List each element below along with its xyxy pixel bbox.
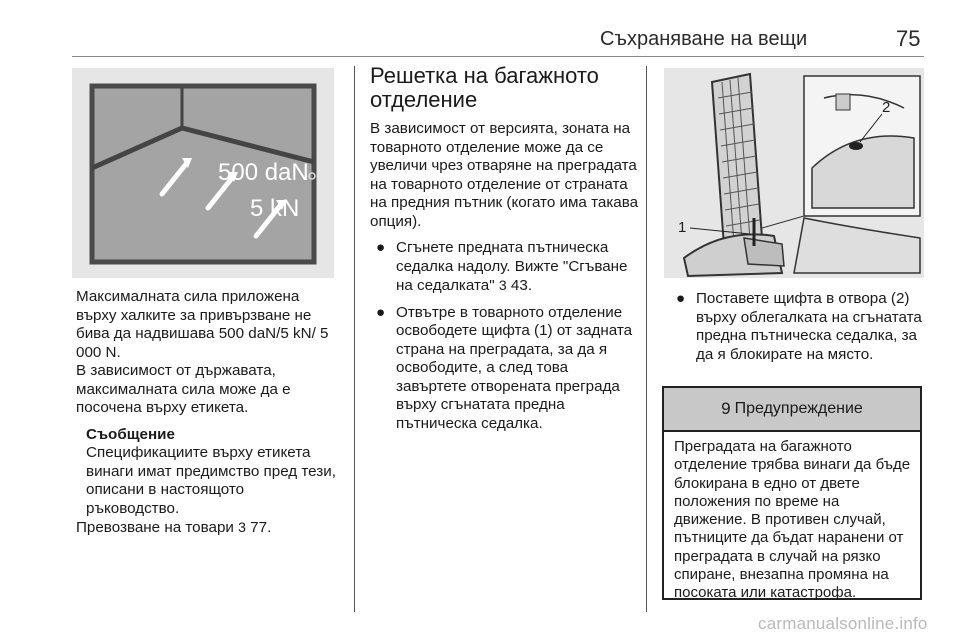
- footer-watermark: carmanualsonline.info: [758, 614, 928, 633]
- cargo-partition-illustration: [664, 68, 924, 278]
- warning-title: Предупреждение: [734, 400, 863, 417]
- right-instruction-list: [670, 290, 925, 364]
- max-force-paragraph: Максималната сила приложена върху халките за привързване не бива да надвишава 500 daN/5 kN/ 5 000 N.: [76, 288, 329, 361]
- callout-2: 2: [882, 99, 891, 116]
- middle-column: [370, 64, 640, 441]
- list-item: [670, 290, 925, 364]
- force-label-daN: 500 daN: [218, 159, 309, 186]
- bullet-icon: ●: [376, 239, 386, 256]
- note-title: Съобщение: [86, 425, 175, 443]
- right-column: [670, 290, 925, 372]
- page-ref-arrow-icon: 3: [498, 277, 507, 293]
- note-text: Спецификациите върху етикета винаги имат предимство пред тези, описани в настоящото ръководство.: [86, 444, 336, 517]
- note-box: [76, 426, 338, 519]
- transport-reference: [76, 518, 338, 538]
- pin-hole: [849, 142, 863, 150]
- seat-folding-page-link[interactable]: 43.: [510, 277, 533, 294]
- list-item-text: Сгънете предната пътническа седалка надолу. Вижте "Сгъване на седалката": [396, 239, 628, 294]
- section-intro: В зависимост от версията, зоната на товарното отделение може да се увеличи чрез отваряне на преградата на товарното отделение от страната на предния пътник (когато има такава опция).: [370, 120, 639, 230]
- page-ref-arrow-icon: 3: [238, 519, 246, 535]
- page-number: 75: [896, 26, 921, 51]
- warning-triangle-icon: 9: [721, 399, 731, 418]
- instruction-list: [370, 239, 640, 433]
- force-label-kN: 5 kN: [250, 195, 300, 222]
- country-paragraph: В зависимост от държавата, максималната сила може да е посочена върху етикета.: [76, 362, 291, 416]
- warning-header: [664, 388, 920, 432]
- list-item: [370, 304, 640, 434]
- column-divider-right: [646, 66, 647, 612]
- bullet-icon: ●: [376, 303, 386, 321]
- left-column: [76, 288, 338, 538]
- header-rule: [72, 56, 924, 57]
- list-item-text: Поставете щифта в отвора (2) върху облегалката на сгънатата предна пътническа седалка, за да я блокирате на място.: [696, 290, 922, 363]
- tie-down-force-illustration: [72, 68, 334, 278]
- column-divider-left: [354, 66, 355, 612]
- page-header-title: Съхраняване на вещи: [600, 28, 808, 50]
- warning-text: Преградата на багажното отделение трябва винаги да бъде блокирана в едно от двете положения по време на движение. В противен случай, пътниците да бъдат наранени от преградата в случай на рязко спиране, внезапна промяна на посоката или катастрофа.: [674, 438, 911, 602]
- warning-box: [662, 386, 922, 600]
- list-item-text: Отвътре в товарното отделение освободете щифта (1) от задната страна на преградата, за да я освободите, а след това завъртете отворената преграда върху сгънатата предна пътническа седалка.: [396, 303, 633, 432]
- section-title: Решетка на багажното отделение: [370, 63, 599, 112]
- list-item: [370, 239, 640, 296]
- bullet-icon: ●: [676, 290, 686, 307]
- callout-1: 1: [678, 219, 687, 236]
- transport-page-link[interactable]: 77.: [250, 519, 272, 536]
- transport-text: Превозване на товари: [76, 519, 234, 536]
